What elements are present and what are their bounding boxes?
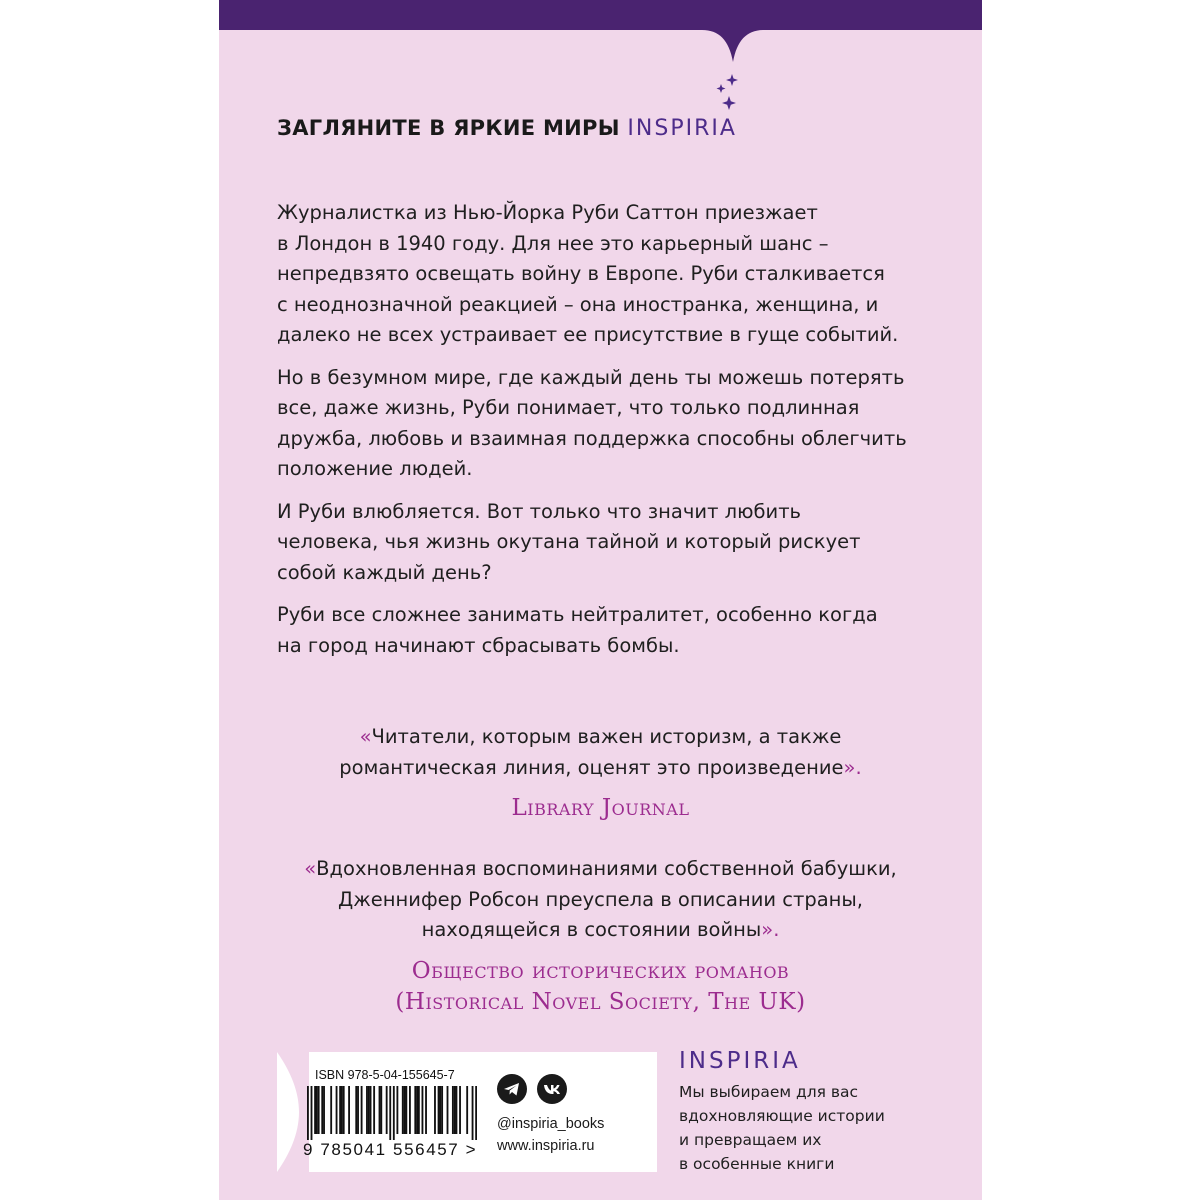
barcode-bar — [452, 1086, 454, 1134]
barcode-bar — [386, 1086, 388, 1134]
barcode-bar — [389, 1086, 391, 1140]
barcode-bar — [370, 1086, 372, 1134]
barcode-bar — [339, 1086, 341, 1134]
description-line: Руби все сложнее занимать нейтралитет, особенно когда — [277, 603, 878, 626]
review-quote-1 — [219, 722, 982, 783]
description-paragraph-4 — [277, 600, 937, 661]
barcode-bar — [361, 1086, 363, 1134]
tagline-line: в особенные книги — [679, 1155, 835, 1173]
sparkles-icon — [715, 74, 741, 112]
barcode-bar — [456, 1086, 458, 1134]
description-line: далеко не всех устраивает ее присутствие в гуще событий. — [277, 323, 899, 346]
description-line: на город начинают сбрасывать бомбы. — [277, 633, 680, 657]
heading-brand: INSPIRIA — [627, 116, 737, 141]
quote-text: находящейся в состоянии войны — [421, 918, 762, 941]
book-description — [277, 198, 937, 673]
heading-text: ЗАГЛЯНИТЕ В ЯРКИЕ МИРЫ — [277, 116, 620, 140]
review-source-2 — [219, 956, 982, 1018]
barcode-bar — [409, 1086, 411, 1134]
barcode-bar — [321, 1086, 323, 1134]
barcode-bar — [311, 1086, 313, 1140]
barcode-bar — [343, 1086, 345, 1134]
barcode-bar — [323, 1086, 325, 1134]
footer-tagline — [679, 1080, 969, 1176]
quote-text: Читатели, которым важен историзм, а также — [371, 725, 842, 748]
barcode-bar — [472, 1086, 474, 1140]
barcode-bar — [366, 1086, 368, 1134]
barcode-bar — [466, 1086, 468, 1134]
description-line: И Руби влюбляется. Вот только что значит любить — [277, 499, 802, 523]
telegram-icon[interactable] — [497, 1074, 527, 1104]
barcode-bar — [414, 1086, 416, 1134]
description-line: дружба, любовь и взаимная поддержка способны облегчить — [277, 426, 907, 450]
barcode-bar — [307, 1086, 309, 1140]
description-line: человека, чья жизнь окутана тайной и который рискует — [277, 530, 861, 553]
source-line: (Historical Novel Society, The UK) — [395, 989, 806, 1015]
barcode-bar — [425, 1086, 427, 1134]
book-back-cover — [219, 0, 982, 1200]
barcode-bar — [434, 1086, 436, 1134]
barcode-bar — [380, 1086, 382, 1134]
barcode-bar — [357, 1086, 359, 1134]
tagline-line: и превращаем их — [679, 1131, 822, 1149]
section-heading — [277, 116, 927, 141]
quote-close-mark: ». — [843, 755, 862, 779]
barcode-bar — [404, 1086, 406, 1134]
barcode-bar — [368, 1086, 370, 1134]
barcode-bar — [348, 1086, 350, 1134]
barcode-panel — [277, 1052, 657, 1172]
quote-open-mark: « — [304, 857, 317, 880]
barcode-bar — [330, 1086, 332, 1134]
barcode-digits: 9 785041 556457 > — [303, 1140, 478, 1159]
barcode-bar — [402, 1086, 404, 1134]
quote-text: Вдохновленная воспоминаниями собственной бабушки, — [316, 857, 897, 880]
description-line: Журналистка из Нью-Йорка Руби Саттон приезжает — [277, 201, 818, 224]
quote-line — [219, 854, 982, 885]
barcode-bar — [418, 1086, 420, 1134]
description-line: положение людей. — [277, 457, 473, 480]
barcode-bar — [318, 1086, 320, 1134]
description-line: собой каждый день? — [277, 560, 492, 584]
source-line: Library Journal — [511, 795, 690, 821]
isbn-text: ISBN 978-5-04-155645-7 — [315, 1068, 455, 1082]
footer-brand: INSPIRIA — [679, 1048, 801, 1074]
barcode-bar — [416, 1086, 418, 1134]
quote-text: романтическая линия, оценят это произведение — [339, 755, 844, 779]
social-handle[interactable]: @inspiria_books — [497, 1116, 605, 1132]
description-paragraph-1 — [277, 198, 937, 351]
description-line: непредвзято освещать войну в Европе. Руби сталкивается — [277, 262, 885, 285]
barcode-bar — [439, 1086, 441, 1134]
source-line: Общество исторических романов — [411, 958, 790, 984]
barcode-bar — [316, 1086, 318, 1134]
website-link[interactable]: www.inspiria.ru — [497, 1138, 595, 1154]
quote-line — [219, 722, 982, 753]
quote-line — [219, 885, 982, 916]
barcode-bar — [459, 1086, 461, 1134]
barcode-bar — [422, 1086, 424, 1134]
review-source-1 — [219, 793, 982, 824]
barcode — [307, 1086, 477, 1140]
barcode-bar — [447, 1086, 449, 1134]
barcode-bar — [438, 1086, 440, 1134]
description-paragraph-2 — [277, 363, 937, 485]
description-paragraph-3 — [277, 497, 937, 589]
barcode-bar — [341, 1086, 343, 1134]
quote-close-mark: ». — [761, 918, 780, 941]
quote-open-mark: « — [359, 725, 372, 748]
barcode-bar — [475, 1086, 477, 1140]
description-line: с неоднозначной реакцией – она иностранка, женщина, и — [277, 292, 879, 316]
barcode-bar — [373, 1086, 375, 1134]
quote-text: Дженнифер Робсон преуспела в описании страны, — [337, 887, 864, 911]
tagline-line: вдохновляющие истории — [679, 1107, 885, 1125]
barcode-bar — [454, 1086, 456, 1134]
review-quote-2 — [219, 854, 982, 946]
barcode-bar — [441, 1086, 443, 1134]
description-line: все, даже жизнь, Руби понимает, что только подлинная — [277, 396, 860, 419]
barcode-bar — [396, 1086, 398, 1134]
barcode-bar — [379, 1086, 381, 1134]
barcode-bar — [393, 1086, 395, 1140]
barcode-bar — [355, 1086, 357, 1134]
top-color-band — [219, 0, 982, 70]
description-line: Но в безумном мире, где каждый день ты можешь потерять — [277, 365, 905, 389]
barcode-bar — [336, 1086, 338, 1134]
description-line: в Лондон в 1940 году. Для нее это карьерный шанс – — [277, 231, 829, 255]
barcode-bar — [314, 1086, 316, 1134]
quote-line — [219, 753, 982, 784]
barcode-bar — [405, 1086, 407, 1134]
vk-icon[interactable] — [537, 1074, 567, 1104]
tagline-line: Мы выбираем для вас — [679, 1083, 859, 1101]
quote-line — [219, 915, 982, 946]
